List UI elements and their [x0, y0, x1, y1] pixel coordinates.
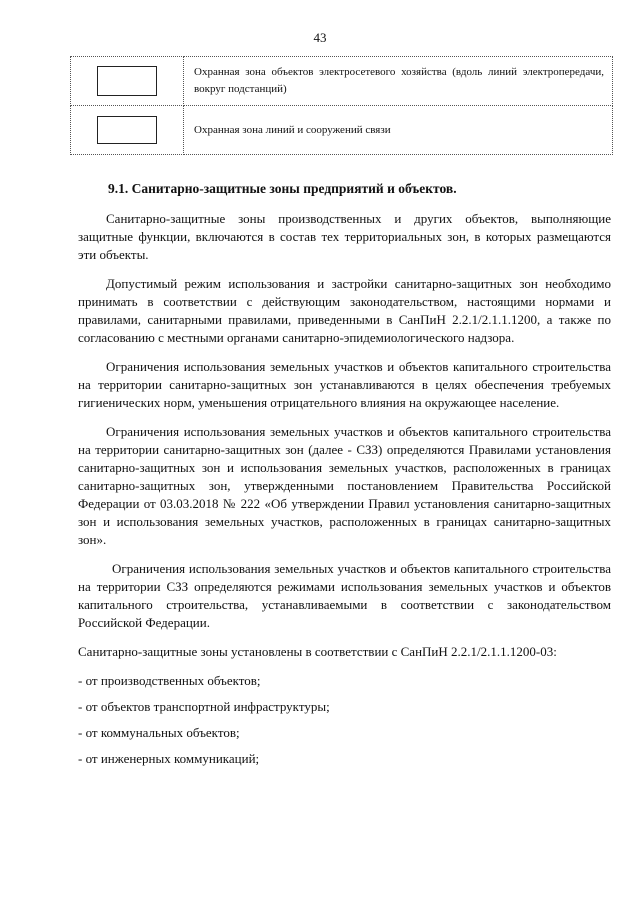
list-item: - от коммунальных объектов;: [78, 725, 240, 740]
list-item: - от производственных объектов;: [78, 673, 261, 688]
legend-row: [71, 57, 613, 106]
list-intro: Санитарно-защитные зоны установлены в соответствии с СанПиН 2.2.1/2.1.1.1200-03:: [78, 644, 557, 659]
legend-text: Охранная зона линий и сооружений связи: [184, 106, 613, 155]
paragraph: Допустимый режим использования и застройки санитарно-защитных зон необходимо принимать в соответствии с действующим законодательством, настоящими нормами и правилами, санитарными правилами, приведенными в СанПиН 2.2.1/2.1.1.1200, а также по согласованию с местными органами санитарно-эпидемиологического надзора.: [78, 276, 611, 345]
paragraph: Ограничения использования земельных участков и объектов капитального строительства на территории санитарно-защитных зон (далее - СЗЗ) определяются Правилами установления санитарно-защитных зон и использования земельных участков, расположенных в границах санитарно-защитных зон, утвержденными постановлением Правительства Российской Федерации от 03.03.2018 № 222 «Об утверждении Правил установления санитарно-защитных зон и использования земельных участков, расположенных в границах санитарно-защитных зон».: [78, 424, 611, 547]
document-body: [78, 180, 611, 776]
legend-symbol-power-zone: [97, 66, 157, 96]
list-item: - от объектов транспортной инфраструктуры;: [78, 699, 330, 714]
paragraph: Ограничения использования земельных участков и объектов капитального строительства на территории санитарно-защитных зон устанавливаются в целях обеспечения требуемых гигиенических норм, уменьшения отрицательного влияния на окружающее население.: [78, 359, 611, 410]
paragraph: Ограничения использования земельных участков и объектов капитального строительства на территории СЗЗ определяются режимами использования земельных участков и объектов капитального строительства, устанавливаемыми в соответствии с законодательством Российской Федерации.: [78, 561, 611, 630]
legend-table: [70, 56, 613, 155]
legend-symbol-communication-zone: [97, 116, 157, 144]
section-heading: 9.1. Санитарно-защитные зоны предприятий и объектов.: [108, 181, 457, 196]
legend-text: Охранная зона объектов электросетевого хозяйства (вдоль линий электропередачи, вокруг подстанций): [184, 57, 613, 106]
legend-symbol-cell: [71, 57, 184, 106]
legend-symbol-cell: [71, 106, 184, 155]
list-item: - от инженерных коммуникаций;: [78, 751, 260, 766]
legend-row: [71, 106, 613, 155]
page-number: 43: [313, 30, 327, 45]
paragraph: Санитарно-защитные зоны производственных и других объектов, выполняющие защитные функции, включаются в состав тех территориальных зон, в которых размещаются эти объекты.: [78, 211, 611, 262]
